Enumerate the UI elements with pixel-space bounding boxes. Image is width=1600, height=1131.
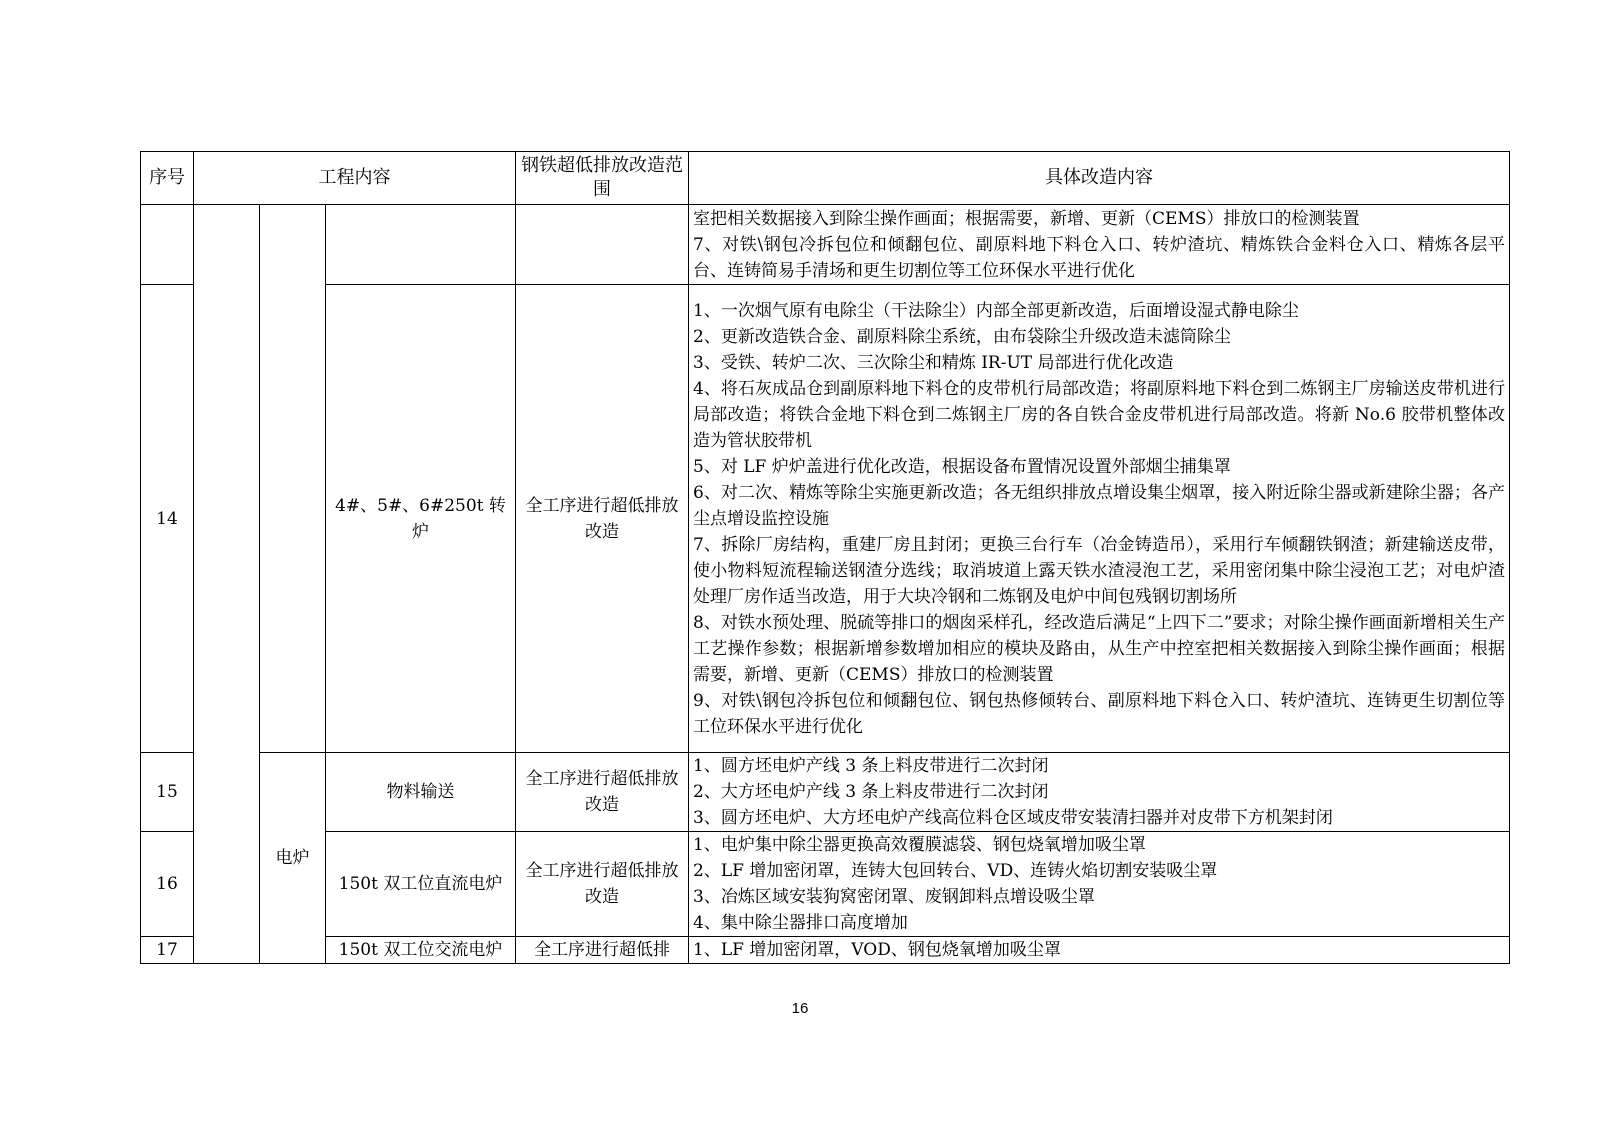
detail-line: 8、对铁水预处理、脱硫等排口的烟囱采样孔，经改造后满足“上四下二”要求；对除尘操作画面新增相关生产工艺操作参数；根据新增参数增加相应的模块及路由，从生产中控室把相关数据接入到除尘操作画面；根据需要，新增、更新（CEMS）排放口的检测装置: [693, 612, 1505, 685]
detail-line: 2、更新改造铁合金、副原料除尘系统，由布袋除尘升级改造未滤筒除尘: [693, 326, 1231, 347]
detail-line: 1、电炉集中除尘器更换高效覆膜滤袋、钢包烧氧增加吸尘罩: [693, 835, 1146, 855]
header-detail: 具体改造内容: [689, 152, 1510, 205]
item-cell: 4#、5#、6#250t 转炉: [326, 285, 516, 753]
scope-cell: 全工序进行超低排放改造: [516, 285, 689, 753]
detail-line: 4、将石灰成品仓到副原料地下料仓的皮带机行局部改造；将副原料地下料仓到二炼钢主厂房输送皮带机进行局部改造；将铁合金地下料仓到二炼钢主厂房的各自铁合金皮带机进行局部改造。将新 No.6 胶带机整体改造为管状胶带机: [693, 378, 1505, 451]
seq-cell: 17: [141, 937, 194, 964]
retrofit-table: [140, 151, 1510, 964]
detail-cell: [689, 285, 1510, 753]
seq-cell: 16: [141, 832, 194, 937]
header-seq: 序号: [141, 152, 194, 205]
detail-line: 室把相关数据接入到除尘操作画面；根据需要，新增、更新（CEMS）排放口的检测装置: [693, 208, 1360, 229]
item-cell: 150t 双工位交流电炉: [326, 937, 516, 964]
scope-cell: 全工序进行超低排: [516, 937, 689, 964]
detail-line: 7、拆除厂房结构，重建厂房且封闭；更换三台行车（冶金铸造吊），采用行车倾翻铁钢渣；新建输送皮带，使小物料短流程输送钢渣分选线；取消坡道上露天铁水渣浸泡工艺，采用密闭集中除尘浸泡工艺；对电炉渣处理厂房作适当改造，用于大块冷钢和二炼钢及电炉中间包残钢切割场所: [693, 534, 1505, 607]
detail-line: 3、冶炼区域安装狗窝密闭罩、废钢卸料点增设吸尘罩: [693, 887, 1095, 907]
header-row: [141, 152, 1510, 205]
table-row: [141, 832, 1510, 937]
seq-cell: 15: [141, 753, 194, 832]
detail-line: 1、圆方坯电炉产线 3 条上料皮带进行二次封闭: [693, 756, 1049, 776]
group-cell: [194, 205, 260, 964]
table-row: [141, 937, 1510, 964]
item-cell: 150t 双工位直流电炉: [326, 832, 516, 937]
header-scope: 钢铁超低排放改造范围: [516, 152, 689, 205]
detail-line: 5、对 LF 炉炉盖进行优化改造，根据设备布置情况设置外部烟尘捕集罩: [693, 456, 1231, 477]
seq-cell: [141, 205, 194, 285]
table-row: [141, 753, 1510, 832]
detail-cell: [689, 753, 1510, 832]
detail-line: 3、圆方坯电炉、大方坯电炉产线高位料仓区域皮带安装清扫器并对皮带下方机架封闭: [693, 808, 1333, 828]
table-row: [141, 205, 1510, 285]
seq-cell: 14: [141, 285, 194, 753]
item-cell: [326, 205, 516, 285]
scope-cell: 全工序进行超低排放改造: [516, 753, 689, 832]
scope-cell: [516, 205, 689, 285]
scope-cell: 全工序进行超低排放改造: [516, 832, 689, 937]
detail-line: 7、对铁\钢包冷拆包位和倾翻包位、副原料地下料仓入口、转炉渣坑、精炼铁合金料仓入口、精炼各层平台、连铸简易手清场和更生切割位等工位环保水平进行优化: [693, 234, 1505, 281]
detail-line: 2、LF 增加密闭罩，连铸大包回转台、VD、连铸火焰切割安装吸尘罩: [693, 861, 1218, 881]
detail-cell: [689, 937, 1510, 964]
detail-cell: [689, 205, 1510, 285]
detail-line: 3、受铁、转炉二次、三次除尘和精炼 IR-UT 局部进行优化改造: [693, 352, 1174, 373]
detail-line: 6、对二次、精炼等除尘实施更新改造；各无组织排放点增设集尘烟罩，接入附近除尘器或新建除尘器；各产尘点增设监控设施: [693, 482, 1505, 529]
detail-line: 1、LF 增加密闭罩，VOD、钢包烧氧增加吸尘罩: [693, 940, 1061, 960]
table-row: [141, 285, 1510, 753]
item-cell: 物料输送: [326, 753, 516, 832]
area-cell: 电炉: [260, 753, 326, 964]
detail-line: 2、大方坯电炉产线 3 条上料皮带进行二次封闭: [693, 782, 1049, 802]
detail-line: 9、对铁\钢包冷拆包位和倾翻包位、钢包热修倾转台、副原料地下料仓入口、转炉渣坑、连铸更生切割位等工位环保水平进行优化: [693, 690, 1505, 737]
detail-line: 1、一次烟气原有电除尘（干法除尘）内部全部更新改造，后面增设湿式静电除尘: [693, 300, 1299, 321]
page-number: 16: [791, 1000, 809, 1017]
area-cell: [260, 205, 326, 753]
detail-cell: [689, 832, 1510, 937]
detail-line: 4、集中除尘器排口高度增加: [693, 913, 908, 933]
header-project-visible: 工程内容: [194, 152, 516, 205]
